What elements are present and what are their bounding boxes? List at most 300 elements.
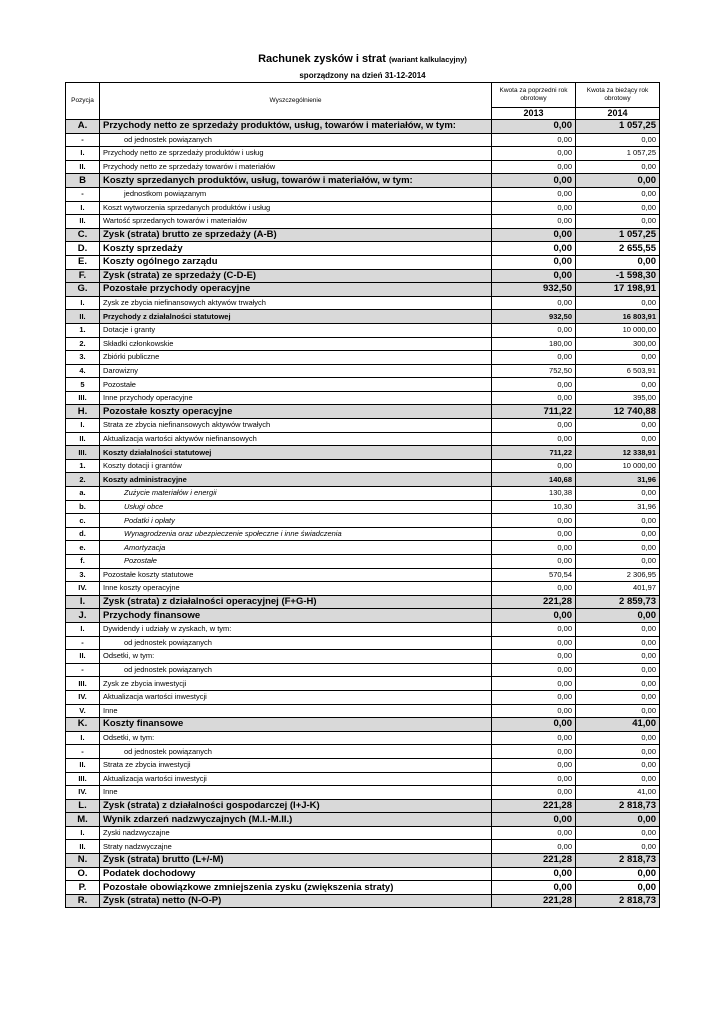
header-description: Wyszczególnienie bbox=[100, 83, 492, 120]
row-description: Koszty ogólnego zarządu bbox=[100, 255, 492, 269]
row-position: f. bbox=[66, 555, 100, 569]
row-position: B bbox=[66, 174, 100, 188]
row-prev-year-amount: 0,00 bbox=[492, 690, 576, 704]
row-prev-year-amount: 0,00 bbox=[492, 840, 576, 854]
row-position: I. bbox=[66, 419, 100, 433]
row-description: Pozostałe bbox=[100, 555, 492, 569]
table-row bbox=[66, 459, 660, 473]
row-curr-year-amount: 2 818,73 bbox=[576, 854, 660, 868]
row-position: - bbox=[66, 663, 100, 677]
table-row bbox=[66, 867, 660, 881]
row-curr-year-amount: 12 338,91 bbox=[576, 446, 660, 460]
table-row bbox=[66, 201, 660, 215]
row-curr-year-amount: 0,00 bbox=[576, 555, 660, 569]
table-row bbox=[66, 636, 660, 650]
row-position: II. bbox=[66, 310, 100, 324]
row-curr-year-amount: 0,00 bbox=[576, 609, 660, 623]
row-prev-year-amount: 0,00 bbox=[492, 160, 576, 174]
row-prev-year-amount: 0,00 bbox=[492, 731, 576, 745]
table-row bbox=[66, 555, 660, 569]
row-position: - bbox=[66, 187, 100, 201]
row-position: I. bbox=[66, 296, 100, 310]
row-description: Składki członkowskie bbox=[100, 337, 492, 351]
table-row bbox=[66, 813, 660, 827]
row-prev-year-amount: 0,00 bbox=[492, 201, 576, 215]
row-description: Pozostałe przychody operacyjne bbox=[100, 283, 492, 297]
row-curr-year-amount: 0,00 bbox=[576, 378, 660, 392]
table-row bbox=[66, 826, 660, 840]
row-position: 2. bbox=[66, 337, 100, 351]
row-curr-year-amount: -1 598,30 bbox=[576, 269, 660, 283]
row-description: Zysk ze zbycia inwestycji bbox=[100, 677, 492, 691]
row-prev-year-amount: 0,00 bbox=[492, 650, 576, 664]
row-prev-year-amount: 0,00 bbox=[492, 704, 576, 718]
row-description: Koszt wytworzenia sprzedanych produktów i usług bbox=[100, 201, 492, 215]
row-prev-year-amount: 711,22 bbox=[492, 405, 576, 419]
row-prev-year-amount: 0,00 bbox=[492, 867, 576, 881]
row-description: Odsetki, w tym: bbox=[100, 731, 492, 745]
row-description: Zysk (strata) z działalności operacyjnej (F+G-H) bbox=[100, 595, 492, 609]
row-position: e. bbox=[66, 541, 100, 555]
row-position: E. bbox=[66, 255, 100, 269]
row-curr-year-amount: 0,00 bbox=[576, 867, 660, 881]
row-position: F. bbox=[66, 269, 100, 283]
row-curr-year-amount: 0,00 bbox=[576, 758, 660, 772]
table-row bbox=[66, 704, 660, 718]
row-description: Koszty sprzedaży bbox=[100, 242, 492, 256]
row-description: Aktualizacja wartości aktywów niefinansowych bbox=[100, 432, 492, 446]
table-row bbox=[66, 351, 660, 365]
table-row bbox=[66, 568, 660, 582]
row-curr-year-amount: 0,00 bbox=[576, 745, 660, 759]
table-row bbox=[66, 337, 660, 351]
table-row bbox=[66, 881, 660, 895]
row-position: V. bbox=[66, 704, 100, 718]
row-description: Dotacje i granty bbox=[100, 323, 492, 337]
row-position: - bbox=[66, 133, 100, 147]
row-curr-year-amount: 0,00 bbox=[576, 514, 660, 528]
table-row bbox=[66, 786, 660, 800]
row-prev-year-amount: 0,00 bbox=[492, 187, 576, 201]
row-position: I. bbox=[66, 731, 100, 745]
row-position: J. bbox=[66, 609, 100, 623]
row-prev-year-amount: 0,00 bbox=[492, 813, 576, 827]
row-description: Wynik zdarzeń nadzwyczajnych (M.I.-M.II.) bbox=[100, 813, 492, 827]
row-position: H. bbox=[66, 405, 100, 419]
row-position: D. bbox=[66, 242, 100, 256]
row-description: Strata ze zbycia niefinansowych aktywów trwałych bbox=[100, 419, 492, 433]
row-curr-year-amount: 0,00 bbox=[576, 622, 660, 636]
row-curr-year-amount: 31,96 bbox=[576, 473, 660, 487]
row-description: od jednostek powiązanych bbox=[100, 663, 492, 677]
row-curr-year-amount: 0,00 bbox=[576, 690, 660, 704]
row-curr-year-amount: 0,00 bbox=[576, 772, 660, 786]
row-description: Koszty dotacji i grantów bbox=[100, 459, 492, 473]
table-row bbox=[66, 758, 660, 772]
row-prev-year-amount: 0,00 bbox=[492, 582, 576, 596]
row-prev-year-amount: 0,00 bbox=[492, 174, 576, 188]
row-curr-year-amount: 12 740,88 bbox=[576, 405, 660, 419]
row-position: M. bbox=[66, 813, 100, 827]
row-position: IV. bbox=[66, 690, 100, 704]
row-description: Koszty działalności statutowej bbox=[100, 446, 492, 460]
row-description: Zużycie materiałów i energii bbox=[100, 487, 492, 501]
row-curr-year-amount: 0,00 bbox=[576, 677, 660, 691]
row-description: Odsetki, w tym: bbox=[100, 650, 492, 664]
row-prev-year-amount: 0,00 bbox=[492, 527, 576, 541]
row-prev-year-amount: 570,54 bbox=[492, 568, 576, 582]
row-description: Aktualizacja wartości inwestycji bbox=[100, 690, 492, 704]
row-curr-year-amount: 0,00 bbox=[576, 541, 660, 555]
row-position: K. bbox=[66, 718, 100, 732]
row-description: Zysk (strata) z działalności gospodarczej (I+J-K) bbox=[100, 799, 492, 813]
title-suffix: (wariant kalkulacyjny) bbox=[388, 55, 467, 64]
table-row bbox=[66, 419, 660, 433]
row-position: 1. bbox=[66, 323, 100, 337]
header-position: Pozycja bbox=[66, 83, 100, 120]
row-curr-year-amount: 0,00 bbox=[576, 487, 660, 501]
row-curr-year-amount: 2 655,55 bbox=[576, 242, 660, 256]
row-position: 1. bbox=[66, 459, 100, 473]
row-position: c. bbox=[66, 514, 100, 528]
table-row bbox=[66, 541, 660, 555]
row-description: Strata ze zbycia inwestycji bbox=[100, 758, 492, 772]
row-position: - bbox=[66, 636, 100, 650]
row-curr-year-amount: 0,00 bbox=[576, 840, 660, 854]
row-prev-year-amount: 221,28 bbox=[492, 799, 576, 813]
row-curr-year-amount: 1 057,25 bbox=[576, 147, 660, 161]
document-title bbox=[0, 53, 725, 65]
row-description: od jednostek powiązanych bbox=[100, 133, 492, 147]
row-prev-year-amount: 0,00 bbox=[492, 677, 576, 691]
row-prev-year-amount: 0,00 bbox=[492, 228, 576, 242]
row-description: Koszty finansowe bbox=[100, 718, 492, 732]
table-row bbox=[66, 500, 660, 514]
row-curr-year-amount: 0,00 bbox=[576, 133, 660, 147]
table-row bbox=[66, 323, 660, 337]
row-description: Pozostałe bbox=[100, 378, 492, 392]
table-row bbox=[66, 174, 660, 188]
row-prev-year-amount: 0,00 bbox=[492, 296, 576, 310]
table-body bbox=[66, 83, 660, 908]
row-description: Zyski nadzwyczajne bbox=[100, 826, 492, 840]
row-prev-year-amount: 711,22 bbox=[492, 446, 576, 460]
row-curr-year-amount: 0,00 bbox=[576, 704, 660, 718]
title-main: Rachunek zysków i strat bbox=[258, 53, 386, 65]
row-description: jednostkom powiązanym bbox=[100, 187, 492, 201]
row-curr-year-amount: 0,00 bbox=[576, 187, 660, 201]
row-description: Podatek dochodowy bbox=[100, 867, 492, 881]
row-description: Przychody netto ze sprzedaży produktów, usług, towarów i materiałów, w tym: bbox=[100, 120, 492, 134]
table-row bbox=[66, 296, 660, 310]
row-curr-year-amount: 0,00 bbox=[576, 663, 660, 677]
table-row bbox=[66, 609, 660, 623]
row-curr-year-amount: 300,00 bbox=[576, 337, 660, 351]
table-row bbox=[66, 840, 660, 854]
row-position: III. bbox=[66, 446, 100, 460]
row-prev-year-amount: 221,28 bbox=[492, 595, 576, 609]
row-description: Zbiórki publiczne bbox=[100, 351, 492, 365]
row-prev-year-amount: 130,38 bbox=[492, 487, 576, 501]
row-position: I. bbox=[66, 622, 100, 636]
row-description: Przychody z działalności statutowej bbox=[100, 310, 492, 324]
row-position: b. bbox=[66, 500, 100, 514]
row-curr-year-amount: 2 818,73 bbox=[576, 799, 660, 813]
table-row bbox=[66, 799, 660, 813]
row-description: Zysk (strata) brutto ze sprzedaży (A-B) bbox=[100, 228, 492, 242]
header-prev-year: 2013 bbox=[492, 108, 576, 120]
row-curr-year-amount: 0,00 bbox=[576, 215, 660, 229]
row-description: Przychody netto ze sprzedaży towarów i materiałów bbox=[100, 160, 492, 174]
row-position: C. bbox=[66, 228, 100, 242]
table-row bbox=[66, 133, 660, 147]
document-subtitle: sporządzony na dzień 31-12-2014 bbox=[299, 71, 426, 80]
table-row bbox=[66, 473, 660, 487]
row-description: Amortyzacja bbox=[100, 541, 492, 555]
row-description: Inne bbox=[100, 704, 492, 718]
header-curr-year: 2014 bbox=[576, 108, 660, 120]
row-prev-year-amount: 0,00 bbox=[492, 786, 576, 800]
row-prev-year-amount: 0,00 bbox=[492, 459, 576, 473]
row-position: III. bbox=[66, 772, 100, 786]
row-prev-year-amount: 0,00 bbox=[492, 269, 576, 283]
row-curr-year-amount: 401,97 bbox=[576, 582, 660, 596]
table-row bbox=[66, 310, 660, 324]
table-row bbox=[66, 120, 660, 134]
table-row bbox=[66, 718, 660, 732]
row-curr-year-amount: 2 818,73 bbox=[576, 894, 660, 908]
row-curr-year-amount: 17 198,91 bbox=[576, 283, 660, 297]
table-row bbox=[66, 745, 660, 759]
table-row bbox=[66, 187, 660, 201]
table-row bbox=[66, 255, 660, 269]
table-row bbox=[66, 283, 660, 297]
row-curr-year-amount: 0,00 bbox=[576, 419, 660, 433]
row-position: II. bbox=[66, 215, 100, 229]
row-position: O. bbox=[66, 867, 100, 881]
row-prev-year-amount: 0,00 bbox=[492, 555, 576, 569]
table-row bbox=[66, 650, 660, 664]
row-prev-year-amount: 0,00 bbox=[492, 609, 576, 623]
row-curr-year-amount: 0,00 bbox=[576, 296, 660, 310]
row-prev-year-amount: 0,00 bbox=[492, 514, 576, 528]
table-row bbox=[66, 378, 660, 392]
table-row bbox=[66, 731, 660, 745]
row-description: Darowizny bbox=[100, 364, 492, 378]
row-description: Zysk (strata) ze sprzedaży (C-D-E) bbox=[100, 269, 492, 283]
row-prev-year-amount: 0,00 bbox=[492, 718, 576, 732]
row-description: Dywidendy i udziały w zyskach, w tym: bbox=[100, 622, 492, 636]
row-prev-year-amount: 0,00 bbox=[492, 391, 576, 405]
row-prev-year-amount: 0,00 bbox=[492, 745, 576, 759]
row-position: 3. bbox=[66, 568, 100, 582]
row-description: Zysk (strata) netto (N-O-P) bbox=[100, 894, 492, 908]
row-prev-year-amount: 0,00 bbox=[492, 541, 576, 555]
row-position: II. bbox=[66, 758, 100, 772]
table-row bbox=[66, 228, 660, 242]
row-description: od jednostek powiązanych bbox=[100, 636, 492, 650]
table-row bbox=[66, 487, 660, 501]
row-position: - bbox=[66, 745, 100, 759]
row-description: od jednostek powiązanych bbox=[100, 745, 492, 759]
row-curr-year-amount: 0,00 bbox=[576, 650, 660, 664]
row-prev-year-amount: 0,00 bbox=[492, 215, 576, 229]
table-row bbox=[66, 405, 660, 419]
table-row bbox=[66, 269, 660, 283]
table-row bbox=[66, 894, 660, 908]
row-prev-year-amount: 0,00 bbox=[492, 255, 576, 269]
row-curr-year-amount: 10 000,00 bbox=[576, 323, 660, 337]
row-curr-year-amount: 0,00 bbox=[576, 881, 660, 895]
row-position: I. bbox=[66, 826, 100, 840]
row-position: 5 bbox=[66, 378, 100, 392]
table-row bbox=[66, 527, 660, 541]
row-curr-year-amount: 0,00 bbox=[576, 160, 660, 174]
row-prev-year-amount: 0,00 bbox=[492, 419, 576, 433]
row-position: II. bbox=[66, 840, 100, 854]
row-position: II. bbox=[66, 432, 100, 446]
row-curr-year-amount: 1 057,25 bbox=[576, 120, 660, 134]
row-prev-year-amount: 0,00 bbox=[492, 758, 576, 772]
row-description: Inne koszty operacyjne bbox=[100, 582, 492, 596]
table-row bbox=[66, 432, 660, 446]
row-position: a. bbox=[66, 487, 100, 501]
header-curr-year-label: Kwota za bieżący rok obrotowy bbox=[576, 83, 660, 108]
row-curr-year-amount: 395,00 bbox=[576, 391, 660, 405]
row-prev-year-amount: 932,50 bbox=[492, 310, 576, 324]
table-row bbox=[66, 514, 660, 528]
row-position: I. bbox=[66, 595, 100, 609]
row-prev-year-amount: 0,00 bbox=[492, 622, 576, 636]
row-description: Pozostałe koszty statutowe bbox=[100, 568, 492, 582]
row-prev-year-amount: 0,00 bbox=[492, 133, 576, 147]
row-position: R. bbox=[66, 894, 100, 908]
row-position: A. bbox=[66, 120, 100, 134]
table-row bbox=[66, 595, 660, 609]
row-position: d. bbox=[66, 527, 100, 541]
table-row bbox=[66, 446, 660, 460]
row-curr-year-amount: 2 306,95 bbox=[576, 568, 660, 582]
row-curr-year-amount: 0,00 bbox=[576, 813, 660, 827]
row-position: IV. bbox=[66, 582, 100, 596]
row-position: I. bbox=[66, 201, 100, 215]
row-description: Pozostałe koszty operacyjne bbox=[100, 405, 492, 419]
row-position: G. bbox=[66, 283, 100, 297]
row-curr-year-amount: 0,00 bbox=[576, 432, 660, 446]
row-curr-year-amount: 0,00 bbox=[576, 636, 660, 650]
row-position: N. bbox=[66, 854, 100, 868]
row-description: Zysk ze zbycia niefinansowych aktywów trwałych bbox=[100, 296, 492, 310]
row-curr-year-amount: 0,00 bbox=[576, 351, 660, 365]
row-prev-year-amount: 221,28 bbox=[492, 854, 576, 868]
row-curr-year-amount: 2 859,73 bbox=[576, 595, 660, 609]
table-row bbox=[66, 160, 660, 174]
row-prev-year-amount: 180,00 bbox=[492, 337, 576, 351]
table-row bbox=[66, 772, 660, 786]
row-description: Przychody netto ze sprzedaży produktów i usług bbox=[100, 147, 492, 161]
row-curr-year-amount: 6 503,91 bbox=[576, 364, 660, 378]
row-curr-year-amount: 0,00 bbox=[576, 201, 660, 215]
table-row bbox=[66, 663, 660, 677]
table-row bbox=[66, 690, 660, 704]
row-curr-year-amount: 0,00 bbox=[576, 255, 660, 269]
header-row bbox=[66, 83, 660, 108]
row-position: L. bbox=[66, 799, 100, 813]
row-curr-year-amount: 10 000,00 bbox=[576, 459, 660, 473]
row-curr-year-amount: 31,96 bbox=[576, 500, 660, 514]
row-prev-year-amount: 0,00 bbox=[492, 351, 576, 365]
header-prev-year-label: Kwota za poprzedni rok obrotowy bbox=[492, 83, 576, 108]
row-curr-year-amount: 0,00 bbox=[576, 826, 660, 840]
row-description: Pozostałe obowiązkowe zmniejszenia zysku (zwiększenia straty) bbox=[100, 881, 492, 895]
row-prev-year-amount: 0,00 bbox=[492, 323, 576, 337]
row-curr-year-amount: 41,00 bbox=[576, 718, 660, 732]
row-curr-year-amount: 0,00 bbox=[576, 174, 660, 188]
row-curr-year-amount: 41,00 bbox=[576, 786, 660, 800]
row-description: Wynagrodzenia oraz ubezpieczenie społeczne i inne świadczenia bbox=[100, 527, 492, 541]
row-position: II. bbox=[66, 650, 100, 664]
table-row bbox=[66, 582, 660, 596]
row-prev-year-amount: 0,00 bbox=[492, 636, 576, 650]
row-position: 3. bbox=[66, 351, 100, 365]
row-prev-year-amount: 932,50 bbox=[492, 283, 576, 297]
row-curr-year-amount: 16 803,91 bbox=[576, 310, 660, 324]
row-position: II. bbox=[66, 160, 100, 174]
row-prev-year-amount: 0,00 bbox=[492, 378, 576, 392]
row-prev-year-amount: 752,50 bbox=[492, 364, 576, 378]
row-curr-year-amount: 0,00 bbox=[576, 731, 660, 745]
income-statement-table bbox=[65, 82, 660, 908]
row-prev-year-amount: 0,00 bbox=[492, 432, 576, 446]
table-row bbox=[66, 364, 660, 378]
row-position: III. bbox=[66, 677, 100, 691]
row-description: Inne przychody operacyjne bbox=[100, 391, 492, 405]
row-prev-year-amount: 0,00 bbox=[492, 826, 576, 840]
row-position: 4. bbox=[66, 364, 100, 378]
row-description: Koszty administracyjne bbox=[100, 473, 492, 487]
row-position: 2. bbox=[66, 473, 100, 487]
row-position: IV. bbox=[66, 786, 100, 800]
row-description: Koszty sprzedanych produktów, usług, towarów i materiałów, w tym: bbox=[100, 174, 492, 188]
row-prev-year-amount: 0,00 bbox=[492, 881, 576, 895]
table-row bbox=[66, 854, 660, 868]
table-row bbox=[66, 215, 660, 229]
row-prev-year-amount: 0,00 bbox=[492, 663, 576, 677]
row-prev-year-amount: 0,00 bbox=[492, 147, 576, 161]
row-description: Podatki i opłaty bbox=[100, 514, 492, 528]
row-position: P. bbox=[66, 881, 100, 895]
row-description: Zysk (strata) brutto (L+/-M) bbox=[100, 854, 492, 868]
row-prev-year-amount: 0,00 bbox=[492, 772, 576, 786]
row-description: Usługi obce bbox=[100, 500, 492, 514]
row-prev-year-amount: 10,30 bbox=[492, 500, 576, 514]
table-row bbox=[66, 242, 660, 256]
row-description: Straty nadzwyczajne bbox=[100, 840, 492, 854]
row-prev-year-amount: 140,68 bbox=[492, 473, 576, 487]
row-description: Wartość sprzedanych towarów i materiałów bbox=[100, 215, 492, 229]
row-description: Inne bbox=[100, 786, 492, 800]
row-position: I. bbox=[66, 147, 100, 161]
row-prev-year-amount: 0,00 bbox=[492, 120, 576, 134]
row-description: Przychody finansowe bbox=[100, 609, 492, 623]
table-row bbox=[66, 391, 660, 405]
table-row bbox=[66, 147, 660, 161]
table-row bbox=[66, 622, 660, 636]
row-prev-year-amount: 221,28 bbox=[492, 894, 576, 908]
row-position: III. bbox=[66, 391, 100, 405]
table-row bbox=[66, 677, 660, 691]
row-curr-year-amount: 1 057,25 bbox=[576, 228, 660, 242]
